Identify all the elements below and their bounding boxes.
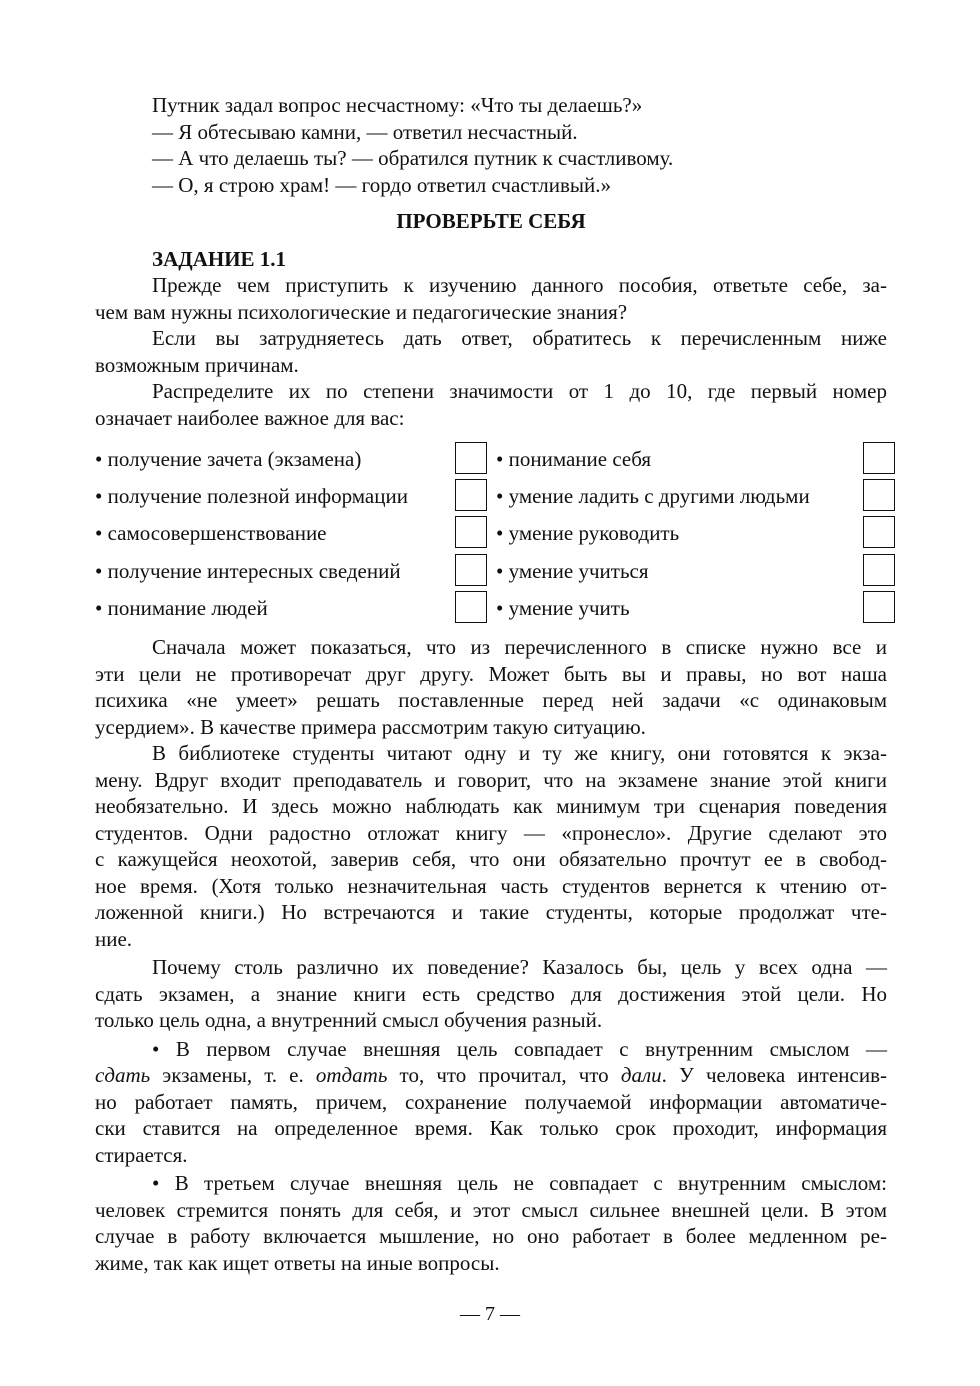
- rank-checkbox[interactable]: [863, 591, 895, 623]
- reasons-row: [95, 591, 887, 625]
- text-run: то, что прочитал, что: [387, 1063, 621, 1087]
- emphasis-text: дали: [620, 1063, 662, 1087]
- text-run: . У человека интенсив-: [661, 1063, 887, 1087]
- text-line: чем вам нужны психологические и педагогические знания?: [95, 299, 628, 324]
- reason-label: • получение интересных сведений: [95, 559, 401, 583]
- text-line: мену. Вдруг входит преподаватель и говорит, что на экзамене знание этой книги: [95, 767, 887, 792]
- text-line: с кажущейся неохотой, заверив себя, что они обязательно прочтут ее в свобод-: [95, 847, 887, 871]
- story-excerpt: [95, 92, 887, 198]
- text-line: ное время. (Хотя только незначительная часть студентов вернется к чтению от-: [95, 873, 887, 898]
- text-line: ние.: [95, 926, 133, 951]
- text-line: [95, 1062, 887, 1089]
- reasons-row: [95, 442, 887, 476]
- reason-label: • понимание себя: [496, 447, 652, 471]
- text-line: необязательно. И здесь можно наблюдать как минимум три сценария поведения: [95, 794, 887, 818]
- text-line: Сначала может показаться, что из перечисленного в списке нужно все и: [152, 635, 887, 659]
- story-line: Путник задал вопрос несчастному: «Что ты делаешь?»: [152, 93, 643, 117]
- text-line: Почему столь различно их поведение? Казалось бы, цель у всех одна —: [152, 955, 887, 979]
- rank-checkbox[interactable]: [863, 479, 895, 511]
- body-paragraph: [95, 954, 887, 1034]
- rank-checkbox[interactable]: [455, 591, 487, 623]
- text-line: Прежде чем приступить к изучению данного пособия, ответьте себе, за-: [152, 273, 887, 297]
- task-title: ЗАДАНИЕ 1.1: [152, 247, 287, 271]
- rank-checkbox[interactable]: [455, 479, 487, 511]
- text-line: но работает память, причем, сохранение получаемой информации автоматиче-: [95, 1089, 887, 1114]
- reason-label: • получение зачета (экзамена): [95, 447, 362, 471]
- intro-paragraph: [95, 272, 887, 325]
- story-line: — А что делаешь ты? — обратился путник к счастливому.: [152, 146, 674, 170]
- case-first-paragraph: [95, 1036, 887, 1169]
- intro-paragraph: [95, 325, 887, 378]
- body-paragraph: [95, 740, 887, 952]
- text-line: случае в работу включается мышление, но оно работает в более медленном ре-: [95, 1224, 887, 1248]
- rank-checkbox[interactable]: [455, 442, 487, 474]
- story-line: — О, я строю храм! — гордо ответил счастливый.»: [152, 172, 612, 197]
- body-paragraph: [95, 634, 887, 740]
- reasons-row: [95, 516, 887, 550]
- text-line: жиме, так как ищет ответы на иные вопросы.: [95, 1250, 500, 1275]
- rank-checkbox[interactable]: [863, 442, 895, 474]
- text-line: Если вы затрудняетесь дать ответ, обратитесь к перечисленным ниже: [152, 326, 887, 350]
- text-line: В библиотеке студенты читают одну и ту же книгу, они готовятся к экза-: [152, 741, 887, 765]
- reason-label: • самосовершенствование: [95, 521, 327, 545]
- text-line: • В третьем случае внешняя цель не совпадает с внутренним смыслом:: [152, 1171, 887, 1195]
- case-third-paragraph: [95, 1170, 887, 1276]
- reason-label: • умение руководить: [496, 521, 680, 545]
- text-line: усердием». В качестве примера рассмотрим такую ситуацию.: [95, 714, 646, 739]
- rank-checkbox[interactable]: [863, 516, 895, 548]
- section-title: ПРОВЕРЬТЕ СЕБЯ: [396, 209, 586, 233]
- text-line: только цель одна, а внутренний смысл обучения разный.: [95, 1008, 603, 1032]
- text-line: сдать экзамен, а знание книги есть средство для достижения этой цели. Но: [95, 981, 887, 1006]
- reasons-row: [95, 554, 887, 588]
- reasons-ranking-grid: [95, 442, 887, 630]
- reason-label: • умение учить: [496, 596, 630, 620]
- page-content: [95, 92, 887, 1276]
- text-line: ложенной книги.) Но встречаются и такие студенты, которые продолжат чте-: [95, 900, 887, 924]
- reason-label: • понимание людей: [95, 596, 268, 620]
- text-line: означает наиболее важное для вас:: [95, 405, 405, 430]
- reasons-row: [95, 479, 887, 513]
- text-line: ски ставится на определенное время. Как только срок проходит, информация: [95, 1116, 887, 1140]
- text-line: человек стремится понять для себя, и этот смысл сильнее внешней цели. В этом: [95, 1197, 887, 1222]
- text-line: стирается.: [95, 1142, 188, 1167]
- text-line: Распределите их по степени значимости от 1 до 10, где первый номер: [152, 379, 887, 403]
- rank-checkbox[interactable]: [863, 554, 895, 586]
- text-line: студентов. Одни радостно отложат книгу — «пронесло». Другие сделают это: [95, 820, 887, 845]
- rank-checkbox[interactable]: [455, 516, 487, 548]
- reason-label: • получение полезной информации: [95, 484, 408, 508]
- emphasis-text: отдать: [315, 1063, 388, 1087]
- emphasis-text: сдать: [95, 1063, 151, 1087]
- reason-label: • умение ладить с другими людьми: [496, 484, 810, 508]
- story-line: — Я обтесываю камни, — ответил несчастный.: [152, 119, 578, 144]
- text-line: эти цели не противоречат друг другу. Может быть вы и правы, но вот наша: [95, 661, 887, 686]
- reason-label: • умение учиться: [496, 559, 649, 583]
- rank-checkbox[interactable]: [455, 554, 487, 586]
- text-run: экзамены, т. е.: [150, 1063, 316, 1087]
- intro-paragraph: [95, 378, 887, 431]
- text-line: возможным причинам.: [95, 352, 299, 377]
- text-line: психика «не умеет» решать поставленные перед ней задачи «с одинаковым: [95, 688, 887, 712]
- page-number: — 7 —: [460, 1303, 520, 1325]
- text-line: • В первом случае внешняя цель совпадает с внутренним смыслом —: [152, 1036, 887, 1061]
